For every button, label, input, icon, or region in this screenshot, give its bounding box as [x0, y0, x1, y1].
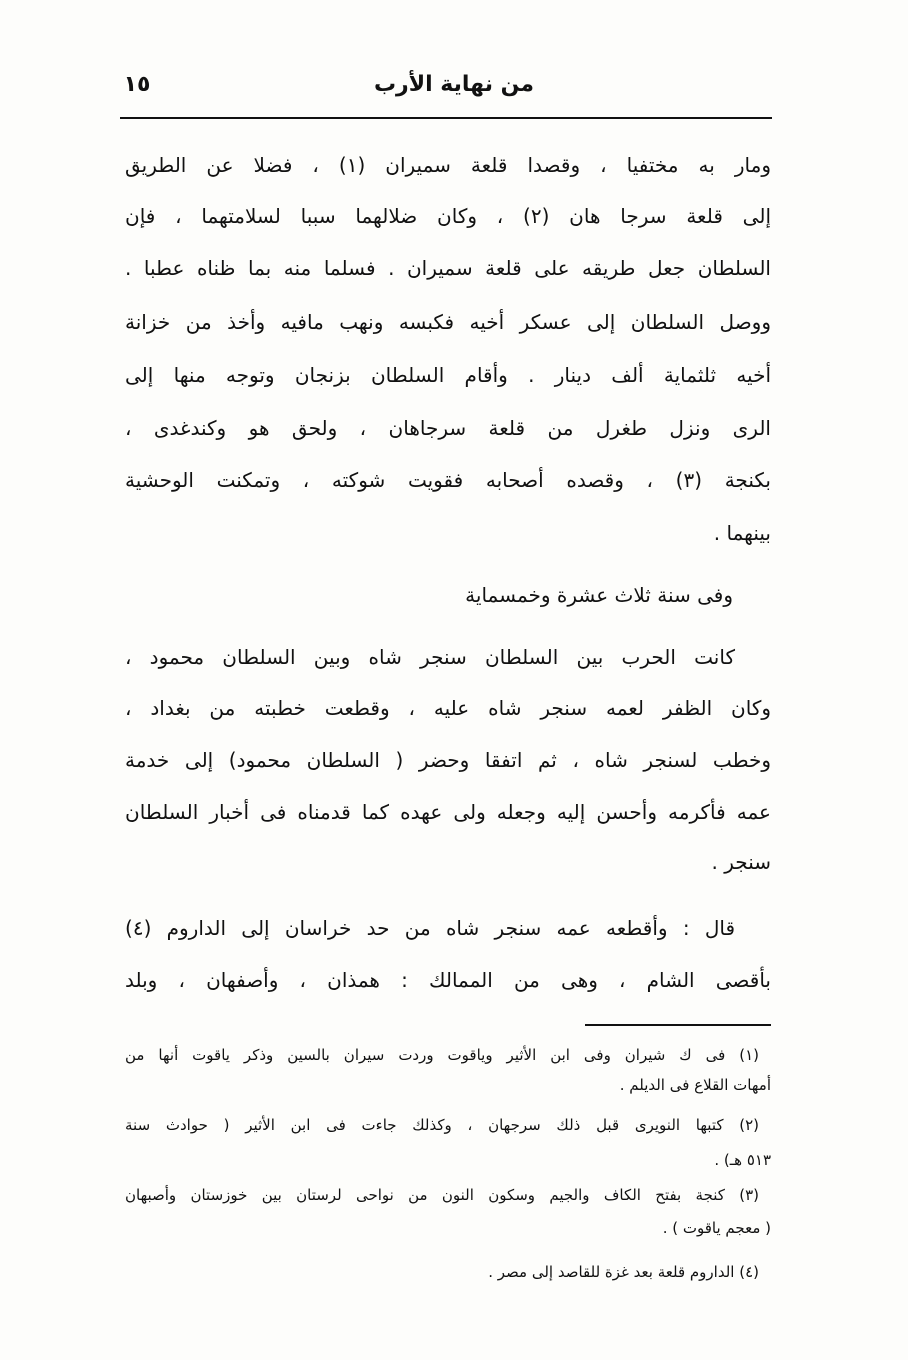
body-line: سنجر . [711, 850, 771, 874]
body-line: ومار به مختفيا ، وقصدا قلعة سميران (١) ، فضلا عن الطريق [125, 153, 771, 177]
body-line: قال : وأقطعه عمه سنجر شاه من حد خراسان إلى الداروم (٤) [125, 916, 735, 940]
footnote-2: (٢) كتبها النويرى قبل ذلك سرجهان ، وكذلك جاءت فى ابن الأثير ( حوادث سنة [125, 1116, 759, 1134]
footnote-2-continued: ٥١٣ هـ) . [714, 1151, 771, 1169]
body-line: أخيه ثلثماية ألف دينار . وأقام السلطان بزنجان وتوجه منها إلى [125, 363, 771, 387]
footnote-1: (١) فى ك شيران وفى ابن الأثير وياقوت وردت سيران بالسين وذكر ياقوت أنها من [125, 1046, 759, 1064]
footnote-3-continued: ( معجم ياقوت ) . [662, 1219, 771, 1237]
footnote-rule [585, 1024, 771, 1026]
body-line: عمه فأكرمه وأحسن إليه وجعله ولى عهده كما قدمناه فى أخبار السلطان [125, 800, 771, 824]
footnote-4: (٤) الداروم قلعة بعد غزة للقاصد إلى مصر . [488, 1263, 759, 1281]
body-line: إلى قلعة سرجا هان (٢) ، وكان ضلالهما سببا لسلامتهما ، فإن [125, 204, 771, 228]
body-line: السلطان جعل طريقه على قلعة سميران . فسلما منه بما ظناه عطبا . [125, 256, 771, 280]
running-title: من نهاية الأرب [373, 72, 535, 97]
body-line: بينهما . [713, 521, 771, 545]
header-rule [120, 117, 772, 119]
footnote-3: (٣) كنجة بفتح الكاف والجيم وسكون النون من نواحى لرستان بين خوزستان وأصبهان [125, 1186, 759, 1204]
body-line: وخطب لسنجر شاه ، ثم اتفقا وحضر ( السلطان محمود) إلى خدمة [125, 748, 771, 772]
body-line: وكان الظفر لعمه سنجر شاه عليه ، وقطعت خطبته من بغداد ، [125, 696, 771, 720]
body-line: بكنجة (٣) ، وقصده أصحابه فقويت شوكته ، وتمكنت الوحشية [125, 468, 771, 492]
section-heading: وفى سنة ثلاث عشرة وخمسماية [465, 583, 733, 607]
page-number: ١٥ [123, 72, 151, 97]
body-line: ووصل السلطان إلى عسكر أخيه فكبسه ونهب مافيه وأخذ من خزانة [125, 310, 771, 334]
body-line: كانت الحرب بين السلطان سنجر شاه وبين السلطان محمود ، [125, 645, 735, 669]
body-line: بأقصى الشام ، وهى من الممالك : همذان ، وأصفهان ، وبلد [125, 968, 771, 992]
footnote-1-continued: أمهات القلاع فى الديلم . [619, 1076, 771, 1094]
body-line: الرى ونزل طغرل من قلعة سرجاهان ، ولحق هو وكندغدى ، [125, 416, 771, 440]
